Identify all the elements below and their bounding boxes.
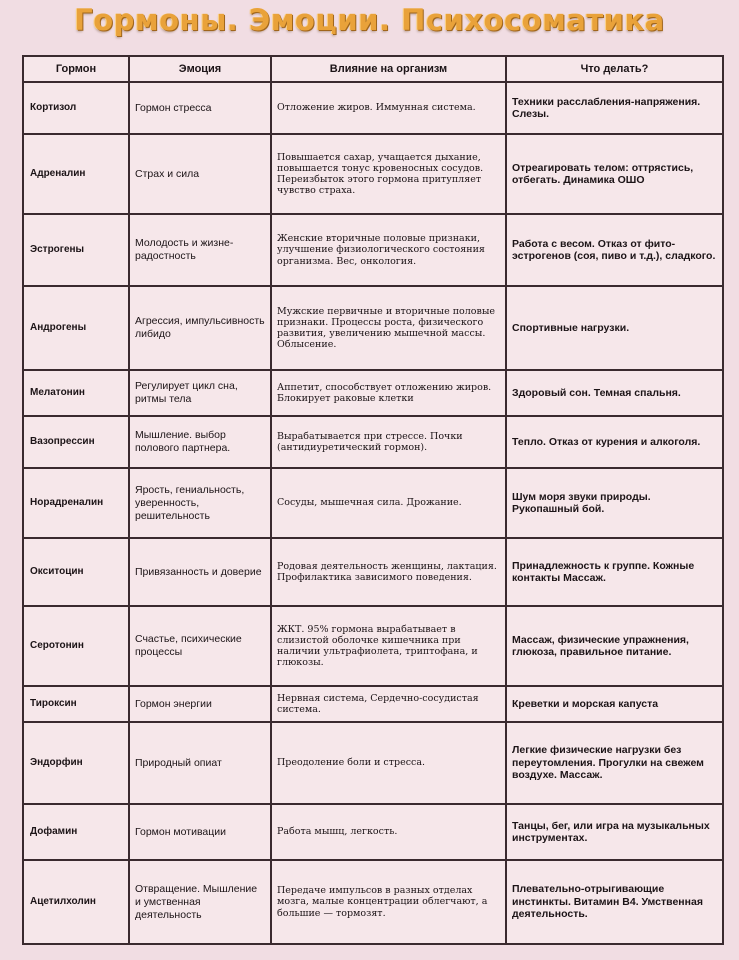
cell-hormone: Дофамин xyxy=(23,804,129,860)
cell-action: Легкие физические нагрузки без переутомления. Прогулки на свежем воздухе. Массаж. xyxy=(506,722,723,804)
cell-effect: Аппетит, способствует отложению жиров. Блокирует раковые клетки xyxy=(271,370,506,416)
header-effect: Влияние на организм xyxy=(271,56,506,82)
cell-action: Креветки и морская капуста xyxy=(506,686,723,722)
cell-effect: Передаче импульсов в разных отделах мозга, малые концентрации облегчают, а большие — тормозят. xyxy=(271,860,506,944)
table-row xyxy=(23,370,723,416)
cell-emotion: Агрессия, импульсивность либидо xyxy=(129,286,271,370)
cell-effect: Женские вторичные половые признаки, улучшение физиологического состояния организма. Вес, онкология. xyxy=(271,214,506,286)
cell-emotion: Гормон энергии xyxy=(129,686,271,722)
cell-emotion: Мышление. выбор полового партнера. xyxy=(129,416,271,468)
cell-hormone: Эндорфин xyxy=(23,722,129,804)
table-row xyxy=(23,606,723,686)
table-row xyxy=(23,134,723,214)
table-row xyxy=(23,82,723,134)
cell-hormone: Серотонин xyxy=(23,606,129,686)
table-row xyxy=(23,804,723,860)
cell-emotion: Молодость и жизне-радостность xyxy=(129,214,271,286)
table-row xyxy=(23,416,723,468)
cell-action: Плевательно-отрыгивающие инстинкты. Витамин В4. Умственная деятельность. xyxy=(506,860,723,944)
cell-action: Работа с весом. Отказ от фито-эстрогенов (соя, пиво и т.д.), сладкого. xyxy=(506,214,723,286)
table-row xyxy=(23,538,723,606)
table-row xyxy=(23,214,723,286)
cell-emotion: Ярость, гениальность, уверенность, решительность xyxy=(129,468,271,538)
cell-action: Здоровый сон. Темная спальня. xyxy=(506,370,723,416)
cell-effect: Повышается сахар, учащается дыхание, повышается тонус кровеносных сосудов. Переизбыток этого гормона притупляет чувство страха. xyxy=(271,134,506,214)
cell-action: Танцы, бег, или игра на музыкальных инструментах. xyxy=(506,804,723,860)
cell-hormone: Кортизол xyxy=(23,82,129,134)
cell-hormone: Окситоцин xyxy=(23,538,129,606)
cell-emotion: Отвращение. Мышление и умственная деятельность xyxy=(129,860,271,944)
cell-effect: Работа мышц, легкость. xyxy=(271,804,506,860)
cell-emotion: Гормон стресса xyxy=(129,82,271,134)
cell-effect: Преодоление боли и стресса. xyxy=(271,722,506,804)
cell-emotion: Регулирует цикл сна, ритмы тела xyxy=(129,370,271,416)
header-action: Что делать? xyxy=(506,56,723,82)
cell-emotion: Привязанность и доверие xyxy=(129,538,271,606)
cell-effect: Мужские первичные и вторичные половые признаки. Процессы роста, физического развития, увеличению мышечной массы. Облысение. xyxy=(271,286,506,370)
cell-action: Спортивные нагрузки. xyxy=(506,286,723,370)
cell-hormone: Норадреналин xyxy=(23,468,129,538)
cell-emotion: Страх и сила xyxy=(129,134,271,214)
table-header-row xyxy=(23,56,723,82)
cell-effect: Вырабатывается при стрессе. Почки (антидиуретический гормон). xyxy=(271,416,506,468)
cell-hormone: Эстрогены xyxy=(23,214,129,286)
table-row xyxy=(23,686,723,722)
cell-hormone: Андрогены xyxy=(23,286,129,370)
cell-action: Техники расслабления-напряжения. Слезы. xyxy=(506,82,723,134)
table-row xyxy=(23,468,723,538)
cell-effect: Родовая деятельность женщины, лактация. Профилактика зависимого поведения. xyxy=(271,538,506,606)
header-hormone: Гормон xyxy=(23,56,129,82)
cell-action: Принадлежность к группе. Кожные контакты Массаж. xyxy=(506,538,723,606)
cell-hormone: Мелатонин xyxy=(23,370,129,416)
cell-hormone: Тироксин xyxy=(23,686,129,722)
cell-action: Тепло. Отказ от курения и алкоголя. xyxy=(506,416,723,468)
cell-action: Шум моря звуки природы. Рукопашный бой. xyxy=(506,468,723,538)
cell-effect: ЖКТ. 95% гормона вырабатывает в слизистой оболочке кишечника при наличии ультрафиолета, триптофана, и глюкозы. xyxy=(271,606,506,686)
cell-hormone: Вазопрессин xyxy=(23,416,129,468)
cell-effect: Нервная система, Сердечно-сосудистая система. xyxy=(271,686,506,722)
cell-action: Массаж, физические упражнения, глюкоза, правильное питание. xyxy=(506,606,723,686)
cell-emotion: Гормон мотивации xyxy=(129,804,271,860)
page-title: Гормоны. Эмоции. Психосоматика xyxy=(74,3,665,37)
header-emotion: Эмоция xyxy=(129,56,271,82)
cell-emotion: Счастье, психические процессы xyxy=(129,606,271,686)
table-row xyxy=(23,286,723,370)
cell-hormone: Адреналин xyxy=(23,134,129,214)
hormone-table xyxy=(22,55,724,945)
cell-effect: Отложение жиров. Иммунная система. xyxy=(271,82,506,134)
cell-emotion: Природный опиат xyxy=(129,722,271,804)
cell-action: Отреагировать телом: оттрястись, отбегать. Динамика ОШО xyxy=(506,134,723,214)
table-row xyxy=(23,860,723,944)
table-row xyxy=(23,722,723,804)
cell-effect: Сосуды, мышечная сила. Дрожание. xyxy=(271,468,506,538)
cell-hormone: Ацетилхолин xyxy=(23,860,129,944)
